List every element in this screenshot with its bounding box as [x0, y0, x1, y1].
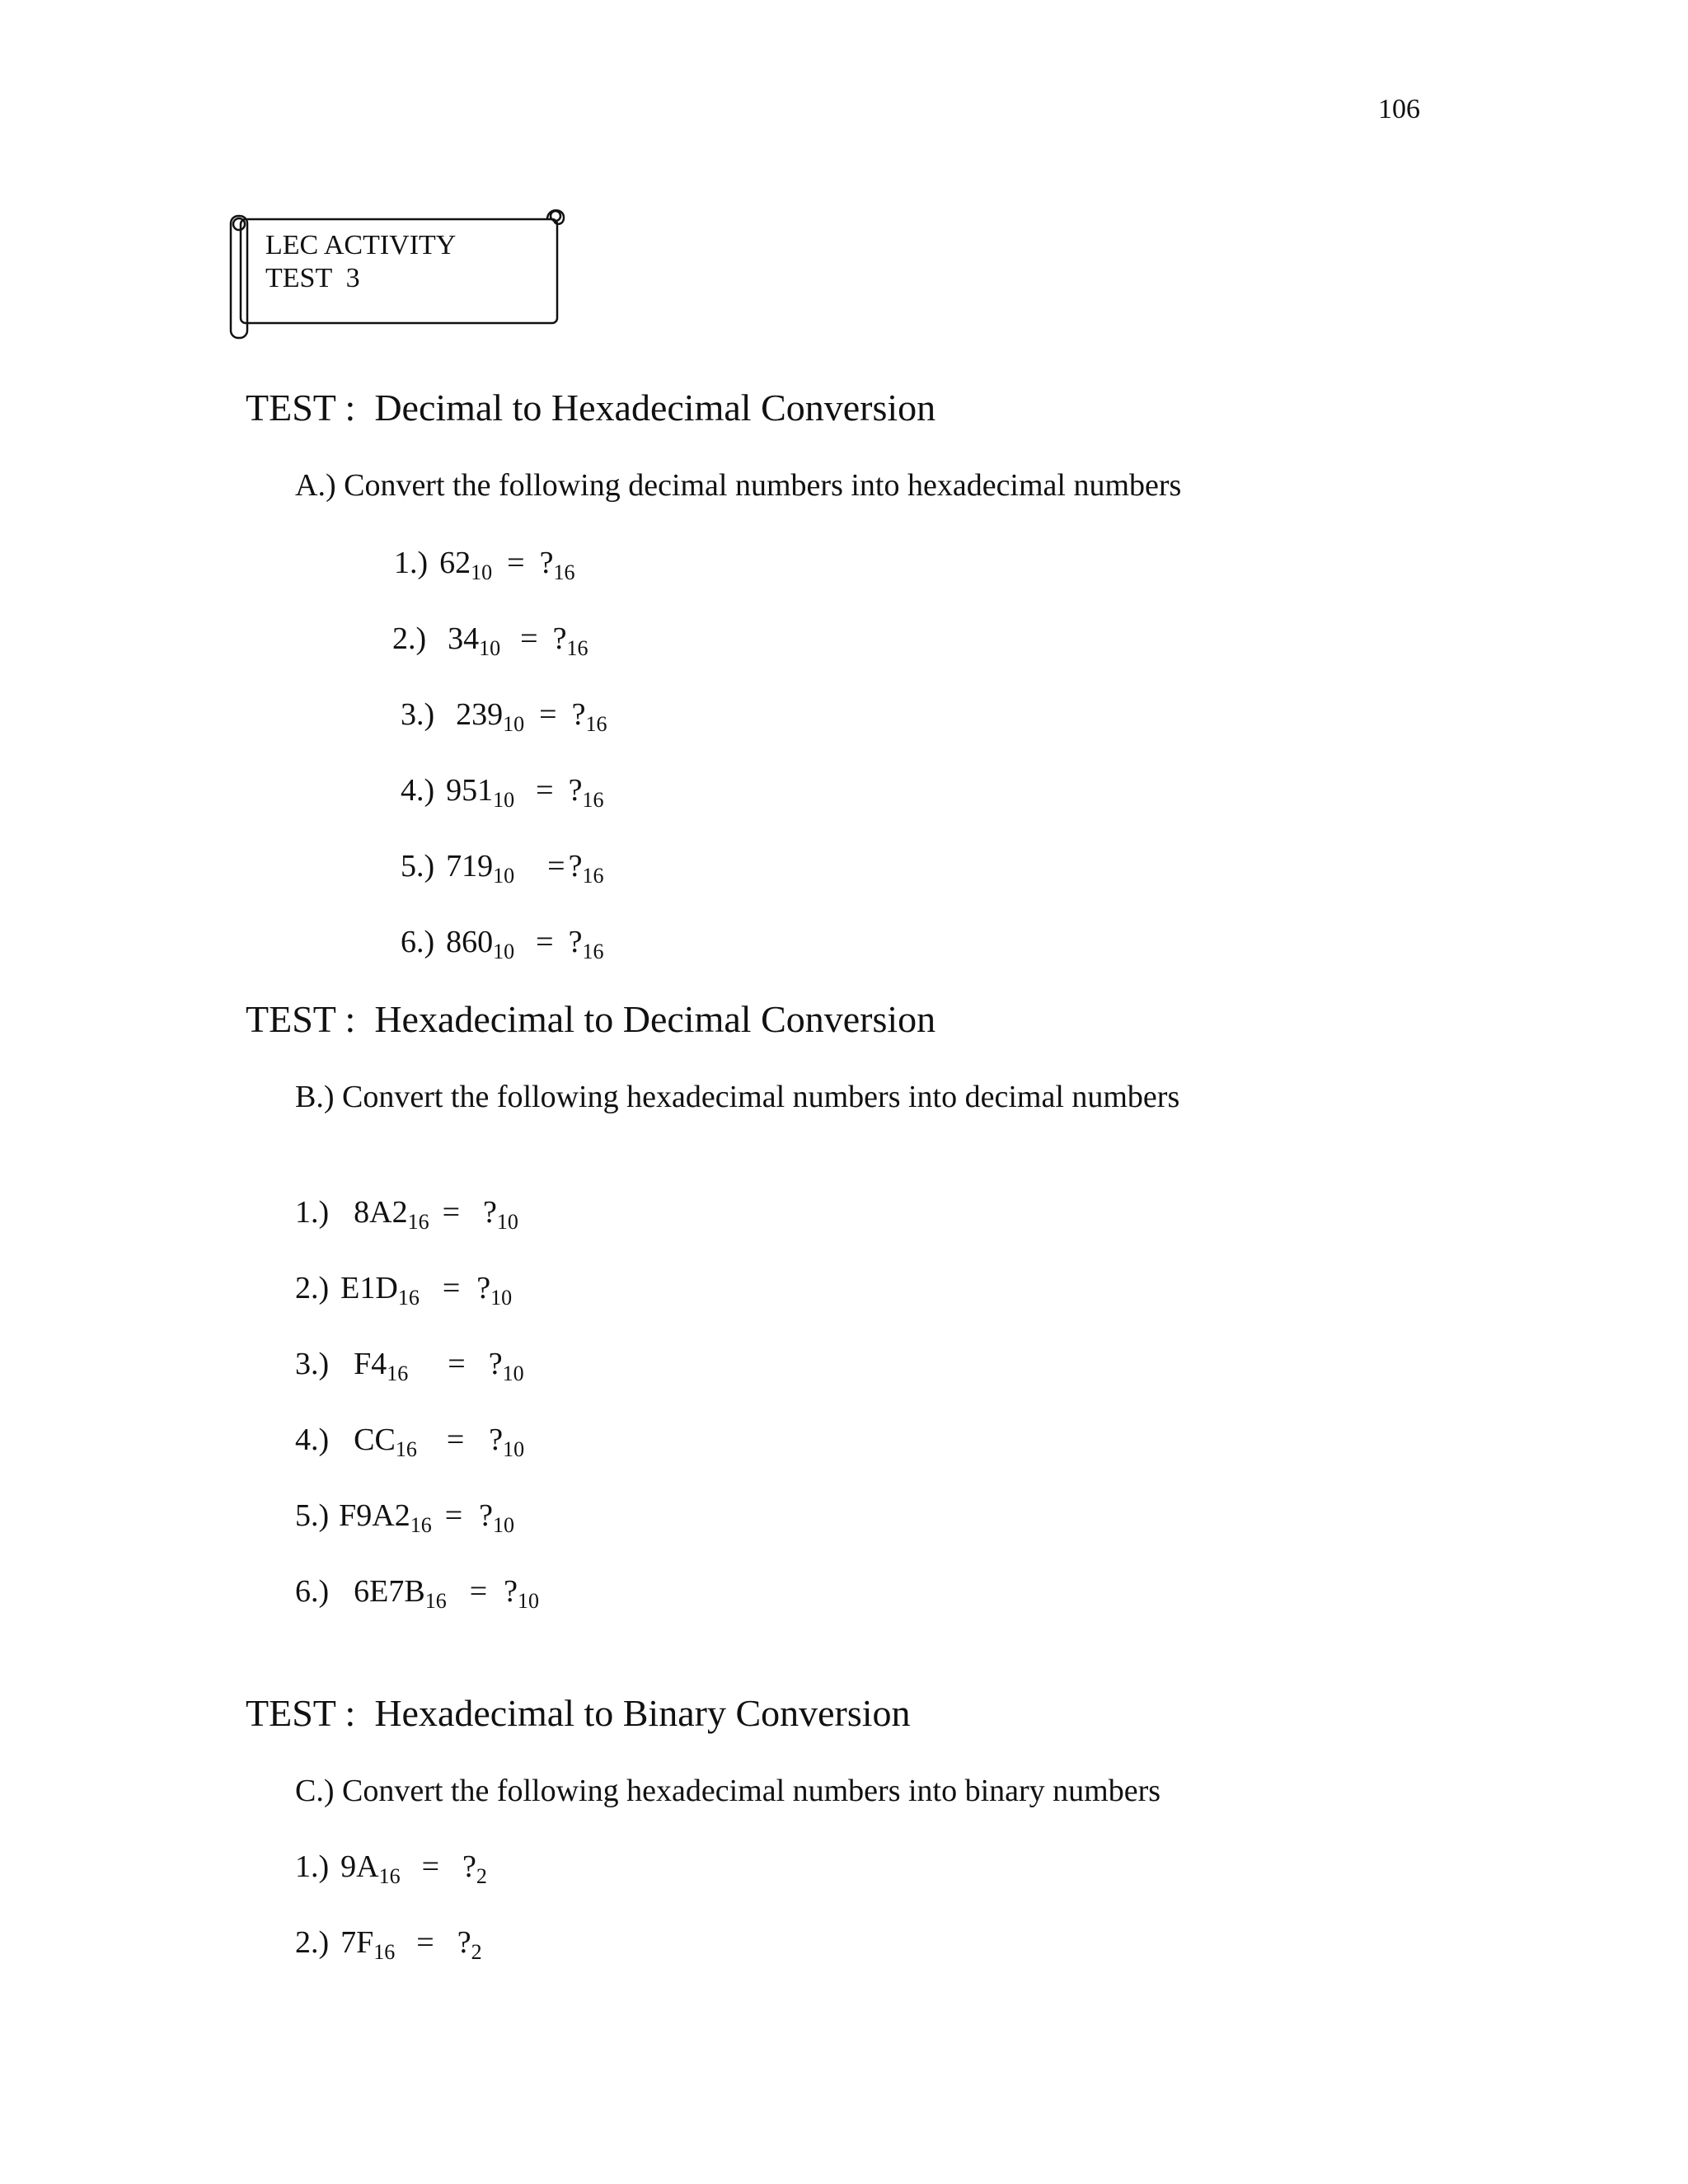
item-answer: ? — [568, 925, 583, 959]
section-b-item-4 — [295, 1422, 525, 1461]
item-answer: ? — [552, 621, 567, 656]
item-equals: = — [520, 621, 538, 656]
item-from-base: 10 — [471, 560, 493, 584]
item-answer: ? — [462, 1849, 476, 1884]
item-number: 3.) — [295, 1347, 330, 1381]
item-to-base: 10 — [502, 1361, 524, 1385]
item-equals: = — [442, 1271, 461, 1305]
item-to-base: 16 — [582, 863, 604, 888]
item-value: 6E7B — [354, 1574, 425, 1609]
banner-line-1: LEC ACTIVITY — [265, 230, 457, 260]
section-c-instruction: C.) Convert the following hexadecimal numbers into binary numbers — [295, 1774, 1161, 1808]
item-answer: ? — [483, 1195, 497, 1230]
item-value: 34 — [448, 621, 480, 656]
item-from-base: 10 — [493, 787, 515, 812]
item-number: 5.) — [295, 1498, 330, 1533]
item-to-base: 10 — [490, 1285, 513, 1310]
banner-text — [265, 229, 456, 295]
item-to-base: 16 — [582, 939, 604, 963]
item-to-base: 16 — [585, 711, 607, 736]
item-number: 6.) — [295, 1574, 330, 1609]
item-number: 2.) — [295, 1925, 330, 1960]
item-number: 3.) — [401, 697, 435, 732]
item-value: E1D — [340, 1271, 398, 1305]
section-c-heading: TEST : Hexadecimal to Binary Conversion — [246, 1692, 911, 1734]
item-value: F4 — [354, 1347, 387, 1381]
item-from-base: 16 — [373, 1939, 396, 1964]
item-from-base: 10 — [493, 863, 515, 888]
item-equals: = — [469, 1574, 488, 1609]
item-value: 62 — [439, 546, 471, 580]
item-equals: = — [421, 1849, 440, 1884]
item-equals: = — [507, 546, 525, 580]
item-number: 2.) — [392, 621, 427, 656]
item-equals: = — [539, 697, 557, 732]
item-equals: = — [442, 1195, 461, 1230]
item-answer: ? — [489, 1422, 504, 1457]
item-value: 951 — [446, 773, 494, 808]
page-number: 106 — [1378, 94, 1420, 124]
item-number: 4.) — [401, 773, 435, 808]
section-a-item-3 — [401, 697, 607, 736]
section-a-item-4 — [401, 773, 604, 812]
section-b-item-2 — [295, 1271, 513, 1310]
item-value: 8A2 — [354, 1195, 408, 1230]
scroll-banner — [224, 203, 570, 351]
item-answer: ? — [571, 697, 586, 732]
item-to-base: 16 — [566, 635, 588, 660]
item-from-base: 16 — [397, 1285, 420, 1310]
item-to-base: 10 — [518, 1588, 540, 1613]
item-answer: ? — [504, 1574, 518, 1609]
section-c-item-2 — [295, 1925, 482, 1964]
item-from-base: 16 — [395, 1436, 417, 1461]
item-equals: = — [547, 849, 565, 883]
item-number: 4.) — [295, 1422, 330, 1457]
section-b-item-3 — [295, 1347, 524, 1385]
item-from-base: 16 — [424, 1588, 447, 1613]
item-number: 1.) — [295, 1195, 330, 1230]
banner-line-2: TEST 3 — [265, 263, 360, 293]
item-answer: ? — [476, 1271, 491, 1305]
item-answer: ? — [457, 1925, 471, 1960]
item-answer: ? — [479, 1498, 494, 1533]
section-a-item-1 — [394, 546, 575, 584]
item-answer: ? — [488, 1347, 503, 1381]
item-value: 7F — [340, 1925, 374, 1960]
item-from-base: 16 — [378, 1863, 401, 1888]
section-b-item-6 — [295, 1574, 540, 1613]
item-value: 860 — [446, 925, 494, 959]
item-value: F9A2 — [339, 1498, 410, 1533]
item-from-base: 10 — [479, 635, 501, 660]
item-to-base: 16 — [582, 787, 604, 812]
item-number: 5.) — [401, 849, 435, 883]
item-from-base: 10 — [493, 939, 515, 963]
item-value: 239 — [456, 697, 504, 732]
item-number: 6.) — [401, 925, 435, 959]
item-to-base: 10 — [503, 1436, 525, 1461]
item-from-base: 10 — [503, 711, 525, 736]
item-value: 719 — [446, 849, 494, 883]
section-b-instruction: B.) Convert the following hexadecimal numbers into decimal numbers — [295, 1080, 1180, 1114]
item-number: 1.) — [295, 1849, 330, 1884]
section-a-item-2 — [392, 621, 588, 660]
section-a-instruction: A.) Convert the following decimal numbers into hexadecimal numbers — [295, 468, 1182, 503]
item-equals: = — [536, 925, 554, 959]
item-from-base: 16 — [407, 1209, 429, 1234]
section-b-item-5 — [295, 1498, 515, 1537]
section-a-item-5 — [401, 849, 604, 888]
item-equals: = — [448, 1347, 466, 1381]
item-answer: ? — [539, 546, 554, 580]
item-answer: ? — [568, 773, 583, 808]
item-from-base: 16 — [410, 1512, 432, 1537]
item-number: 1.) — [394, 546, 429, 580]
section-b-item-1 — [295, 1195, 518, 1234]
item-value: CC — [354, 1422, 396, 1457]
item-to-base: 10 — [493, 1512, 515, 1537]
item-equals: = — [416, 1925, 434, 1960]
item-to-base: 10 — [496, 1209, 518, 1234]
section-a-item-6 — [401, 925, 604, 963]
item-equals: = — [536, 773, 554, 808]
item-to-base: 2 — [471, 1939, 482, 1964]
item-equals: = — [444, 1498, 463, 1533]
item-value: 9A — [340, 1849, 379, 1884]
item-equals: = — [446, 1422, 465, 1457]
section-b-heading: TEST : Hexadecimal to Decimal Conversion — [246, 998, 936, 1040]
item-to-base: 2 — [476, 1863, 487, 1888]
item-from-base: 16 — [387, 1361, 409, 1385]
item-to-base: 16 — [553, 560, 575, 584]
item-answer: ? — [568, 849, 583, 883]
section-a-heading: TEST : Decimal to Hexadecimal Conversion — [246, 387, 936, 429]
item-number: 2.) — [295, 1271, 330, 1305]
section-c-item-1 — [295, 1849, 487, 1888]
